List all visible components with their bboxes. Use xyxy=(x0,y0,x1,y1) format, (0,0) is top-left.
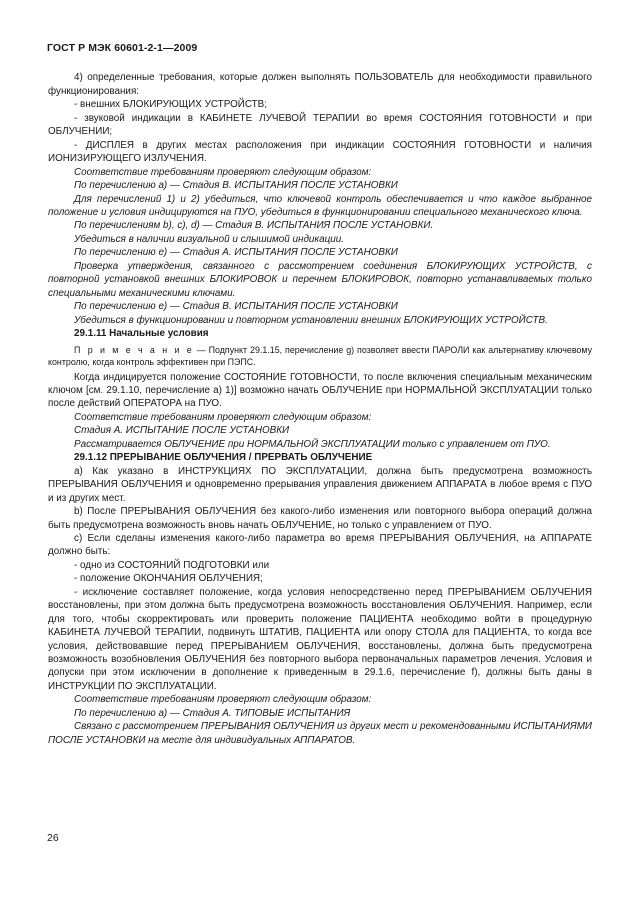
compliance-paragraph: Соответствие требованиям проверяют следующим образом: xyxy=(74,694,372,706)
body-paragraph: c) Если сделаны изменения какого-либо параметра во время ПРЕРЫВАНИЯ ОБЛУЧЕНИЯ, на АППАРАТЕ должно быть: xyxy=(48,532,592,558)
compliance-paragraph: Связано с рассмотрением ПРЕРЫВАНИЯ ОБЛУЧЕНИЯ из других мест и рекомендованными ИСПЫТАНИЯМИ ПОСЛЕ УСТАНОВКИ на месте для индивидуальных АППАРАТОВ. xyxy=(48,721,592,746)
compliance-paragraph: Убедиться в наличии визуальной и слышимой индикации. xyxy=(74,233,344,245)
body-paragraph: - ДИСПЛЕЯ в других местах расположения при индикации СОСТОЯНИЯ ГОТОВНОСТИ и наличия ИОНИЗИРУЮЩЕГО ИЗЛУЧЕНИЯ. xyxy=(48,139,592,165)
compliance-paragraph: Проверка утверждения, связанного с рассмотрением соединения БЛОКИРУЮЩИХ УСТРОЙСТВ, с повторной установкой внешних БЛОКИРОВОК и перечнем БЛОКИРОВОК, повторно устанавливаемых только специальными механическими ключами. xyxy=(48,260,592,299)
section-heading: 29.1.11 Начальные условия xyxy=(74,328,209,340)
body-paragraph: - исключение составляет положение, когда условия непосредственно перед ПРЕРЫВАНИЕМ ОБЛУЧЕНИЯ восстановлены, при этом должна быть предусмотрена возможность восстановления ОБЛУЧЕНИЯ. Например, если для того, чтобы скорректировать или проверить положение ПАЦИЕНТА необходимо войти в процедурную КАБИНЕТА ЛУЧЕВОЙ ТЕРАПИИ, подвинуть ШТАТИВ, ПАЦИЕНТА или опору СТОЛА для ПАЦИЕНТА, то когда все условия, действовавшие перед ПРЕРЫВАНИЕМ ОБЛУЧЕНИЯ, восстановлены, должна быть предусмотрена возможность возобновления ОБЛУЧЕНИЯ без повторного выбора первоначальных параметров лечения. Условия и допуски при этом исключении в дополнение к приведенным в 29.1.6, перечисление f), должны быть даны в ИНСТРУКЦИИ ПО ЭКСПЛУАТАЦИИ. xyxy=(48,586,592,692)
section-heading: 29.1.12 ПРЕРЫВАНИЕ ОБЛУЧЕНИЯ / ПРЕРВАТЬ ОБЛУЧЕНИЕ xyxy=(74,452,373,464)
compliance-paragraph: Соответствие требованиям проверяют следующим образом: xyxy=(74,411,372,423)
page-number: 26 xyxy=(47,832,59,844)
compliance-paragraph: Соответствие требованиям проверяют следующим образом: xyxy=(74,166,372,178)
compliance-paragraph: Стадия А. ИСПЫТАНИЕ ПОСЛЕ УСТАНОВКИ xyxy=(74,425,290,437)
note-paragraph xyxy=(48,344,592,368)
body-paragraph: - внешних БЛОКИРУЮЩИХ УСТРОЙСТВ; xyxy=(74,99,268,111)
body-paragraph: a) Как указано в ИНСТРУКЦИЯХ ПО ЭКСПЛУАТАЦИИ, должна быть предусмотрена возможность ПРЕРЫВАНИЯ ОБЛУЧЕНИЯ и одновременно прерывания управления движением АППАРАТА в любое время с ПУО и из других мест. xyxy=(48,465,592,504)
compliance-paragraph: Рассматривается ОБЛУЧЕНИЕ при НОРМАЛЬНОЙ ЭКСПЛУАТАЦИИ только с управлением от ПУО. xyxy=(74,438,551,450)
compliance-paragraph: По перечислению е) — Стадия В. ИСПЫТАНИЯ ПОСЛЕ УСТАНОВКИ xyxy=(74,301,398,313)
compliance-paragraph: Для перечислений 1) и 2) убедиться, что ключевой контроль обеспечивается и что каждое выбранное положение и условия индицируются на ПУО, убедиться в функционировании специального механического ключа. xyxy=(48,193,592,218)
compliance-paragraph: По перечислению а) — Стадия А. ТИПОВЫЕ ИСПЫТАНИЯ xyxy=(74,707,351,719)
document-body xyxy=(48,71,592,747)
body-paragraph: - звуковой индикации в КАБИНЕТЕ ЛУЧЕВОЙ ТЕРАПИИ во время СОСТОЯНИЯ ГОТОВНОСТИ и при ОБЛУЧЕНИИ; xyxy=(48,112,592,138)
body-paragraph: b) После ПРЕРЫВАНИЯ ОБЛУЧЕНИЯ без какого-либо изменения или повторного выбора операций должна быть предусмотрена возможность вновь начать ОБЛУЧЕНИЕ, но только с управлением от ПУО. xyxy=(48,506,592,531)
compliance-paragraph: Убедиться в функционировании и повторном установлении внешних БЛОКИРУЮЩИХ УСТРОЙСТВ. xyxy=(74,314,548,326)
body-paragraph: - одно из СОСТОЯНИЙ ПОДГОТОВКИ или xyxy=(74,559,270,571)
document-header: ГОСТ Р МЭК 60601-2-1—2009 xyxy=(47,42,198,54)
body-paragraph: 4) определенные требования, которые должен выполнять ПОЛЬЗОВАТЕЛЬ для необходимости правильного функционирования: xyxy=(48,72,592,97)
compliance-paragraph: По перечислению е) — Стадия А. ИСПЫТАНИЯ ПОСЛЕ УСТАНОВКИ xyxy=(74,247,398,259)
compliance-paragraph: По перечислениям b), c), d) — Стадия В. ИСПЫТАНИЯ ПОСЛЕ УСТАНОВКИ. xyxy=(74,220,434,232)
note-label: П р и м е ч а н и е xyxy=(74,344,194,355)
note-text: — Подпункт 29.1.15, перечисление g) позволяет ввести ПАРОЛИ как альтернативу ключевому контролю, когда контроль эффективен при ПЭПС. xyxy=(48,344,593,367)
body-paragraph: Когда индицируется положение СОСТОЯНИЕ ГОТОВНОСТИ, то после включения специальным механическим ключом [см. 29.1.10, перечисление а) 1)] возможно начать ОБЛУЧЕНИЕ при НОРМАЛЬНОЙ ЭКСПЛУАТАЦИИ только после действий ОПЕРАТОРА на ПУО. xyxy=(48,371,592,410)
compliance-paragraph: По перечислению а) — Стадия В. ИСПЫТАНИЯ ПОСЛЕ УСТАНОВКИ xyxy=(74,180,398,192)
body-paragraph: - положение ОКОНЧАНИЯ ОБЛУЧЕНИЯ; xyxy=(74,573,263,585)
